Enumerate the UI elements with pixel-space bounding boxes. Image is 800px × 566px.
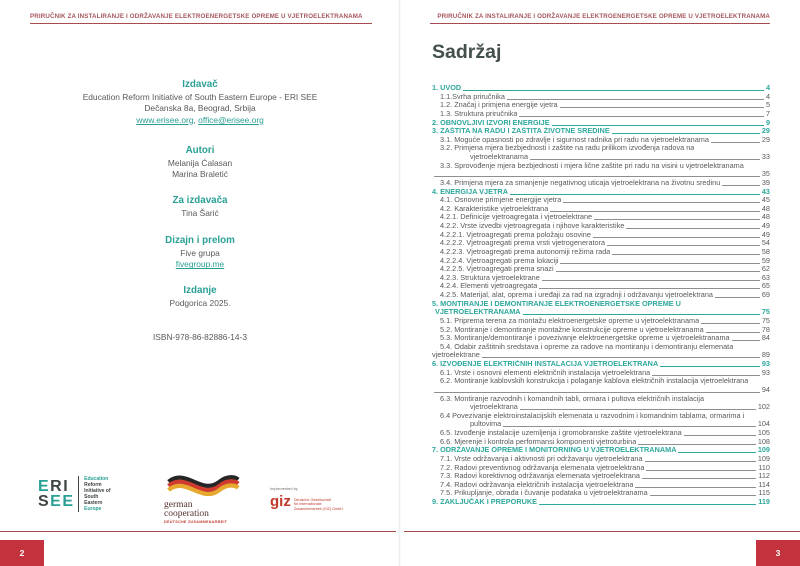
publisher-address: Dečanska 8a, Beograd, Srbija (144, 103, 256, 114)
toc-leader-line (434, 176, 760, 177)
toc-page-number: 48 (761, 203, 770, 213)
toc-page-number: 7 (765, 108, 770, 118)
toc-entry-text: 4.2.4. Elementi vjetroagregata (440, 282, 538, 291)
toc-entry-continued (432, 170, 770, 179)
toc-entry-continued (432, 351, 770, 360)
toc-entry-text: 5.2. Montiranje i demontiranje montažne konstrukcije opreme u vjetroelektranama (440, 325, 704, 334)
toc-entry (432, 257, 770, 266)
toc-leader-line (678, 452, 755, 453)
toc-entry (432, 188, 770, 197)
toc-entry-text: 5.3. Montiranje/demontiranje i povezivanje elektroenergetske opreme u vjetroelektranama (440, 334, 730, 343)
toc-entry-text: 3.2. Primjena mjera bezbjednosti i zaštite na radu prilikom izvođenja radova na (440, 144, 695, 153)
toc-entry-text: 7.1. Vrste održavanja i aktivnosti pri održavanju vjetroelektrana (440, 454, 643, 463)
erisee-logo (38, 476, 111, 513)
toc-entry (432, 196, 770, 205)
toc-entry (432, 265, 770, 274)
toc-page-number: 69 (761, 290, 770, 299)
toc-page-number: 89 (761, 350, 770, 360)
erisee-tagline-line: Education (84, 476, 109, 482)
toc-leader-line (646, 470, 756, 471)
toc-page-number: 29 (761, 126, 770, 136)
erisee-tagline (84, 476, 110, 513)
publisher-heading: Izdavač (182, 79, 218, 90)
toc-page-number: 108 (757, 436, 770, 446)
toc-page-number: 45 (761, 195, 770, 205)
toc-entry-text: 7. ODRŽAVANJE OPREME I MONITORNING U VJETROELEKTRANAMA (432, 446, 677, 455)
email-link[interactable]: office@erisee.org (198, 114, 264, 125)
toc-entry-continued (432, 420, 770, 429)
toc-leader-line (612, 254, 760, 255)
toc-entry (432, 231, 770, 240)
toc-page-number: 54 (761, 238, 770, 248)
toc-entry-text: 3. ZAŠTITA NA RADU I ZAŠTITA ŽIVOTNE SREDINE (432, 127, 610, 136)
toc-entry (432, 239, 770, 248)
running-header-left: PRIRUČNIK ZA INSTALIRANJE I ODRŽAVANJE ELEKTROENERGETSKE OPREME U VJETROELEKTRANAMA (30, 13, 372, 24)
toc-entry (432, 282, 770, 291)
toc-entry-text: 4.2.2.2. Vjetroagregati prema vrsti vjetrogeneratora (440, 239, 606, 248)
toc-leader-line (539, 288, 760, 289)
toc-page-number: 115 (758, 488, 770, 498)
german-cooperation-logo (164, 472, 264, 524)
toc-entry-continued (432, 403, 770, 412)
edition-block (30, 285, 370, 309)
toc-entry-text: 4.2.5. Materijal, alat, oprema i uređaji za rad na izgradnji i održavanju vjetroelektrana (440, 291, 713, 299)
erisee-tagline-line: Reform (84, 482, 102, 489)
toc-entry (432, 222, 770, 231)
toc-entry-text: 5. MONTIRANJE I DEMONTIRANJE ELEKTROENERGETSKE OPREME U (432, 299, 681, 308)
toc-title: Sadržaj (432, 41, 502, 63)
toc-entry-text: 5.4. Odabir zaštitnih sredstava i opreme za radove na montiranju i demontiranju elemenata (440, 342, 734, 351)
giz-implemented-by-label: Implemented by (270, 486, 298, 491)
toc-page-number: 49 (761, 221, 770, 230)
german-cooperation-name-line1: german (164, 500, 193, 510)
toc-page-number: 109 (757, 445, 770, 455)
toc-entry-text: 3.3. Sprovođenje mjera bezbjednosti i mjera lične zaštite pri radu na visini u vjetroelektranama (440, 161, 744, 170)
toc-page-number: 104 (757, 419, 770, 429)
toc-page-number: 43 (761, 186, 770, 196)
toc-page-number: 112 (758, 471, 770, 481)
toc-entry-text: 4.2. Karakteristike vjetroelektrana (440, 204, 549, 213)
toc-entry-text: 4.2.2.3. Vjetroagregati prema autonomiji režima rada (440, 247, 611, 256)
toc-entry-text: 6.1. Vrste i osnovni elementi električnih instalacija vjetroelektrana (440, 368, 651, 377)
toc-entry-text: 4.2.2.1. Vjetroagregati prema položaju osovine (440, 230, 591, 239)
erisee-tagline-line: Europe (84, 506, 102, 513)
toc-leader-line (552, 125, 764, 126)
toc-entry (432, 326, 770, 335)
design-link[interactable]: fivegroup.me (175, 259, 225, 270)
toc-entry-continued (432, 386, 770, 395)
toc-entry-text: 7.4. Radovi održavanja električnih instalacija vjetroelektrana (440, 480, 634, 489)
toc-entry-text: 6.2. Montiranje kablovskih konstrukcija i polaganje kablova električnih instalacija vjetroelektrana (440, 377, 749, 386)
toc-entry-text: 4.2.2. Vrste izvedbi vjetroagregata i njihove karakteristike (440, 222, 625, 230)
toc-leader-line (556, 271, 760, 272)
toc-page-number: 62 (761, 264, 770, 274)
erisee-letter: S (38, 493, 51, 511)
toc-leader-line (463, 90, 764, 91)
toc-page-number: 58 (761, 246, 770, 256)
footer-rule-left (0, 531, 396, 532)
toc-entry-text: 6. IZVOĐENJE ELEKTRIČNIH INSTALACIJA VJETROELEKTRANA (432, 360, 659, 368)
german-flag-ribbon-icon (164, 472, 242, 496)
erisee-tagline-line: South (84, 494, 99, 501)
toc-page-number: 93 (761, 367, 770, 377)
toc-entry-text: 4.2.3. Struktura vjetroelektrane (440, 273, 540, 282)
logos-row (34, 472, 370, 538)
toc-leader-line (684, 435, 756, 436)
german-cooperation-subtitle: DEUTSCHE ZUSAMMENARBEIT (164, 519, 228, 524)
toc-page-number: 48 (761, 212, 770, 222)
toc-entry-text: 1.3. Struktura priručnika (440, 109, 518, 118)
toc-entry (432, 291, 770, 300)
toc-entry-text: 1. UVOD (432, 84, 462, 92)
toc-entry-text: 7.3. Radovi korektivnog održavanja elemenata vjetroelektrana (440, 472, 640, 481)
toc-entry (432, 110, 770, 119)
toc-page-number: 59 (761, 255, 770, 265)
authors-block (30, 145, 370, 181)
toc-leader-line (626, 228, 760, 229)
toc-page-number: 119 (758, 497, 770, 506)
toc-entry-text: 1.1.Svrha priručnika (440, 92, 505, 101)
toc-entry (432, 84, 770, 93)
erisee-letter: E (62, 493, 75, 511)
toc-entry (432, 455, 770, 464)
running-header-right: PRIRUČNIK ZA INSTALIRANJE I ODRŽAVANJE ELEKTROENERGETSKE OPREME U VJETROELEKTRANAMA (430, 13, 770, 24)
toc-page-number: 75 (761, 315, 770, 325)
toc-entry-continued (432, 308, 770, 317)
erisee-letter: R (50, 478, 64, 496)
toc-page-number: 94 (761, 384, 770, 394)
erisee-logo-divider (78, 476, 80, 512)
toc-page-number: 9 (765, 117, 770, 127)
toc-entry-text: 6.3. Montiranje razvodnih i komandnih tabli, ormara i pultova električnih instalacija (440, 394, 705, 403)
for-publisher-block (30, 195, 370, 219)
toc-entry-text: vjetroelektrana (470, 403, 518, 412)
toc-entry (432, 412, 770, 421)
design-studio: Five grupa (180, 248, 220, 258)
toc-page-number: 78 (761, 324, 770, 334)
toc-leader-line (593, 237, 760, 238)
toc-entry (432, 377, 770, 386)
toc-leader-line (482, 357, 760, 358)
toc-leader-line (434, 392, 760, 393)
toc-page-number: 105 (757, 428, 770, 437)
toc-leader-line (638, 444, 756, 445)
toc-entry (432, 472, 770, 481)
toc-page-number: 75 (761, 307, 770, 317)
toc-entry (432, 464, 770, 473)
toc-leader-line (706, 332, 760, 333)
toc-entry (432, 446, 770, 455)
toc-entry (432, 395, 770, 404)
toc-entry (432, 127, 770, 136)
toc-page-number: 65 (761, 281, 770, 291)
erisee-tagline-line: Eastern (84, 500, 103, 507)
toc-entry (432, 213, 770, 222)
giz-logo (270, 486, 368, 511)
toc-leader-line (523, 314, 760, 315)
toc-page-number: 39 (761, 177, 770, 187)
erisee-wordmark (38, 479, 75, 509)
toc-leader-line (550, 211, 760, 212)
toc-page-number: 114 (758, 479, 770, 489)
toc-entry-text: 6.6. Mjerenje i kontrola performansi komponenti vjetroturbina (440, 437, 637, 446)
toc-page-number: 84 (761, 333, 770, 343)
toc-leader-line (520, 409, 756, 410)
toc-page-number: 35 (761, 169, 770, 179)
toc-entry (432, 93, 770, 102)
authors-heading: Autori (185, 145, 215, 156)
erisee-letter: E (50, 493, 63, 511)
toc-page-number: 102 (757, 402, 770, 412)
toc-entry-text: 5.1. Priprema terena za montažu elektroenergetske opreme u vjetroelektranama (440, 316, 700, 325)
toc-entry-text: 4.2.2.5. Vjetroagregati prema snazi (440, 265, 554, 274)
toc-entry (432, 343, 770, 352)
toc-leader-line (711, 142, 760, 143)
toc-leader-line (660, 366, 760, 367)
toc-entry (432, 119, 770, 128)
website-link[interactable]: www.erisee.org (136, 114, 194, 125)
toc-entry (432, 136, 770, 145)
toc-leader-line (701, 323, 760, 324)
toc-entry-text: 6.5. Izvođenje instalacije uzemljenja i gromobranske zaštite vjetroelektrana (440, 429, 682, 437)
toc-entry (432, 438, 770, 447)
edition-heading: Izdanje (183, 285, 217, 296)
toc-entry-continued (432, 153, 770, 162)
link-separator: , (193, 114, 199, 125)
toc-leader-line (503, 426, 756, 427)
toc-leader-line (594, 219, 760, 220)
toc-entry-text: 4.2.2.4. Vjetroagregati prema lokaciji (440, 256, 559, 265)
toc-entry (432, 300, 770, 309)
toc-entry-text: vjetroelektranama (470, 153, 528, 161)
design-heading: Dizajn i prelom (165, 235, 235, 246)
german-cooperation-name-line2: cooperation (164, 508, 209, 519)
author-name: Melanija Ćalasan (167, 158, 233, 168)
page-number-right: 3 (756, 540, 800, 566)
page-seam (398, 0, 401, 566)
toc-leader-line (542, 280, 760, 281)
toc-entry (432, 369, 770, 378)
isbn-block (30, 332, 370, 343)
toc-leader-line (607, 245, 760, 246)
toc-entry (432, 429, 770, 438)
toc-page-number: 29 (761, 134, 770, 144)
toc-entry (432, 360, 770, 369)
for-publisher-heading: Za izdavača (172, 195, 228, 206)
erisee-letter: E (38, 478, 51, 496)
toc-entry-text: 4.2.1. Definicije vjetroagregata i vjetroelektrane (440, 213, 593, 222)
toc-entry (432, 317, 770, 326)
toc-entry (432, 274, 770, 283)
toc-entry-text: 2. OBNOVLJIVI IZVORI ENERGIJE (432, 118, 550, 127)
isbn-number: ISBN-978-86-82886-14-3 (152, 332, 248, 342)
author-name: Marina Braletić (172, 169, 228, 180)
publisher-name: Education Reform Initiative of South Eastern Europe - ERI SEE (82, 92, 318, 102)
toc-leader-line (530, 159, 760, 160)
toc-leader-line (507, 99, 764, 100)
toc-page-number: 4 (765, 91, 770, 101)
toc-page-number: 63 (761, 272, 770, 282)
erisee-tagline-line: Initiative of (84, 488, 111, 495)
publisher-contacts (30, 115, 370, 126)
toc-entry (432, 205, 770, 214)
toc-entry-text: pultovima (470, 420, 502, 429)
toc-page-number: 110 (758, 462, 770, 472)
toc-entry-text: vjetroelektrane (432, 351, 480, 360)
toc-entry (432, 179, 770, 188)
toc-entry (432, 498, 770, 507)
toc-leader-line (560, 107, 764, 108)
toc-entry (432, 248, 770, 257)
toc-page-number: 49 (761, 229, 770, 239)
toc-entry-text: 7.5. Prikupljanje, obrada i čuvanje podataka u vjetroelektranama (440, 489, 648, 498)
toc-leader-line (722, 185, 760, 186)
toc-leader-line (645, 461, 756, 462)
toc-entry-text: 4.1. Osnovne primjene energije vjetra (440, 196, 562, 205)
toc-leader-line (732, 340, 760, 341)
toc-page-number: 33 (761, 152, 770, 161)
toc-leader-line (563, 202, 760, 203)
toc-leader-line (650, 495, 757, 496)
toc-entry-text: 3.1. Moguće opasnosti po zdravlje i sigurnost radnika pri radu na vjetroelektranama (440, 135, 709, 144)
toc-leader-line (635, 487, 756, 488)
toc-page-number: 5 (765, 100, 770, 110)
footer-rule-right (404, 531, 800, 532)
toc-entry (432, 144, 770, 153)
for-publisher-name: Tina Šarić (181, 208, 219, 218)
toc-entry-text: 1.2. Značaj i primjena energije vjetra (440, 101, 558, 110)
toc-entry-text: 7.2. Radovi preventivnog održavanja elemenata vjetroelektrana (440, 463, 645, 472)
toc-leader-line (612, 133, 760, 134)
toc-leader-line (715, 297, 760, 298)
toc-leader-line (560, 263, 759, 264)
toc-entry (432, 162, 770, 171)
erisee-letter: I (63, 478, 70, 496)
toc-leader-line (510, 194, 760, 195)
toc-leader-line (642, 478, 756, 479)
toc-entry (432, 489, 770, 498)
toc-page-number: 4 (765, 83, 770, 92)
toc-entry (432, 481, 770, 490)
toc-entry-text: 4. ENERGIJA VJETRA (432, 187, 508, 196)
toc-page-number: 109 (757, 453, 770, 463)
toc-entry (432, 101, 770, 110)
edition-value: Podgorica 2025. (169, 298, 231, 308)
design-block (30, 235, 370, 271)
toc-entry-text: 9. ZAKLJUČAK I PREPORUKE (432, 498, 538, 506)
toc-leader-line (652, 375, 760, 376)
toc-leader-line (539, 504, 756, 505)
giz-wordmark: giz (270, 493, 291, 510)
toc-entry-text: 6.4 Povezivanje elektroinstalacijskih elemenata u razvodnim i komandnim tablama, ormarima i (440, 411, 745, 420)
page-number-left: 2 (0, 540, 44, 566)
table-of-contents (432, 84, 770, 507)
toc-entry (432, 334, 770, 343)
publisher-block (30, 79, 370, 126)
toc-entry-text: 3.4. Primjena mjera za smanjenje negativnog uticaja vjetroelektrana na životnu sredinu (440, 178, 721, 187)
giz-description: Deutsche Gesellschaft für Internationale Zusammenarbeit (GIZ) GmbH (293, 497, 343, 511)
toc-leader-line (519, 116, 763, 117)
toc-entry-text: VJETROELEKTRANAMA (435, 308, 521, 317)
toc-page-number: 93 (761, 359, 770, 368)
